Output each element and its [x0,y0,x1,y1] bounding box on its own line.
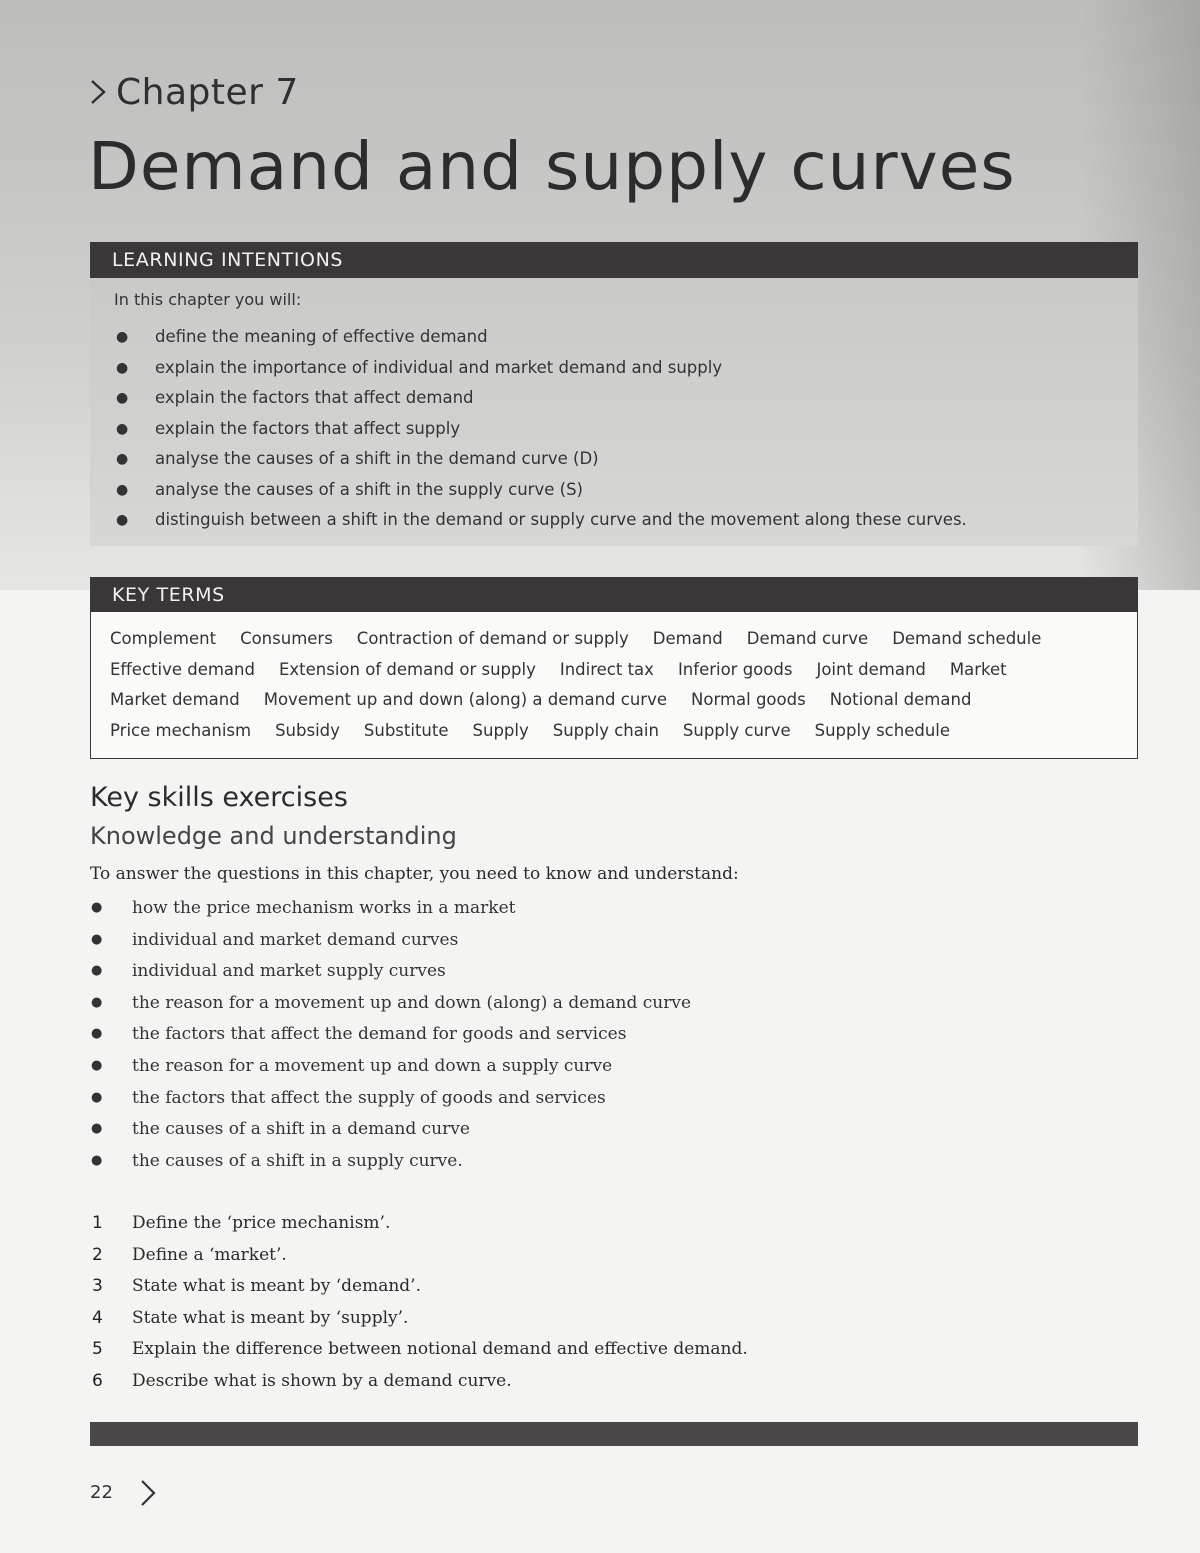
key-skill-item-text: the reason for a movement up and down a supply curve [132,1055,613,1076]
question-text: Define the ‘price mechanism’. [132,1213,391,1233]
section-heading: Key skills exercises [90,782,348,813]
key-term: Demand schedule [892,629,1042,648]
key-term: Substitute [363,720,449,740]
learning-intention-item [114,414,967,445]
bullet-icon: ● [116,420,129,437]
key-terms-row [110,655,1065,686]
bullet-icon: ● [116,481,129,498]
bullet-icon: ● [91,1121,103,1137]
key-skill-item-text: the factors that affect the supply of goods and services [132,1087,606,1108]
question-number: 6 [92,1370,103,1391]
key-terms-heading: KEY TERMS [90,577,1138,613]
learning-intention-item-text: explain the factors that affect supply [155,418,461,438]
key-term: Movement up and down (along) a demand curve [263,690,668,710]
question-text: Describe what is shown by a demand curve. [132,1370,512,1391]
key-term: Normal goods [691,690,806,710]
learning-intention-item-text: analyse the causes of a shift in the demand curve (D) [155,449,599,468]
key-skill-item [90,1050,691,1082]
key-terms-row [110,624,1065,655]
learning-intentions-intro: In this chapter you will: [114,290,302,309]
bullet-icon: ● [91,931,103,947]
question-list [90,1207,748,1397]
learning-intention-item-text: explain the importance of individual and market demand and supply [155,357,723,377]
key-skill-item [90,987,691,1019]
question-number: 1 [92,1213,103,1233]
learning-intention-item-text: analyse the causes of a shift in the supply curve (S) [155,479,583,499]
key-skill-item-text: the reason for a movement up and down (along) a demand curve [132,992,692,1013]
key-term: Supply schedule [814,720,951,740]
learning-intention-item-text: explain the factors that affect demand [155,388,474,407]
chapter-title: Demand and supply curves [88,128,1016,205]
key-term: Contraction of demand or supply [356,629,629,648]
key-term: Subsidy [275,720,340,740]
question-text: State what is meant by ‘demand’. [132,1276,421,1297]
question-item [90,1270,748,1302]
key-skills-list [90,892,691,1176]
chevron-right-icon [138,1478,158,1508]
question-number: 4 [92,1307,103,1328]
key-term: Market [949,659,1007,679]
bullet-icon: ● [91,900,103,915]
chapter-label-text: Chapter 7 [116,72,299,113]
bullet-icon: ● [116,390,129,406]
key-term: Price mechanism [110,720,252,740]
question-item [90,1333,748,1365]
key-term: Indirect tax [559,659,654,679]
key-terms-row [110,685,1065,716]
key-term: Demand curve [746,629,869,648]
bullet-icon: ● [116,512,129,528]
key-term: Notional demand [829,690,972,710]
bullet-icon: ● [91,994,103,1010]
section-subheading: Knowledge and understanding [90,822,457,850]
key-skill-item [90,1145,691,1177]
page-number: 22 [90,1482,113,1503]
bullet-icon: ● [91,1089,103,1105]
key-skill-item-text: the causes of a shift in a supply curve. [132,1150,463,1171]
learning-intention-item-text: distinguish between a shift in the demand or supply curve and the movement along these curves. [155,510,967,529]
key-term: Joint demand [816,659,926,679]
learning-intentions-heading: LEARNING INTENTIONS [90,242,1138,278]
learning-intention-item [114,444,967,475]
key-skill-item-text: individual and market demand curves [132,929,459,950]
key-skill-item [90,1018,691,1050]
key-term: Inferior goods [677,659,793,679]
key-term: Demand [652,629,723,648]
bullet-icon: ● [91,1152,103,1168]
learning-intentions-list [114,322,967,536]
key-skill-item [90,1113,691,1145]
question-text: State what is meant by ‘supply’. [132,1307,409,1328]
key-term: Supply curve [682,720,791,740]
question-item [90,1207,748,1239]
key-skills-intro: To answer the questions in this chapter, you need to know and understand: [90,864,739,884]
learning-intention-item [114,475,967,506]
chevron-right-icon [88,77,108,107]
question-number: 2 [92,1244,103,1265]
key-skill-item [90,924,691,956]
bullet-icon: ● [91,1057,103,1073]
learning-intention-item [114,322,967,353]
key-term: Effective demand [110,659,255,679]
key-term: Supply [472,720,529,740]
key-skill-item-text: the causes of a shift in a demand curve [132,1119,470,1140]
bullet-icon: ● [116,451,129,467]
question-text: Explain the difference between notional demand and effective demand. [132,1339,748,1360]
bullet-icon: ● [91,963,103,979]
learning-intention-item [114,383,967,414]
question-number: 3 [92,1276,103,1297]
key-term: Market demand [110,690,240,710]
key-skill-item-text: the factors that affect the demand for goods and services [132,1024,627,1045]
key-terms-row [110,716,1065,747]
learning-intention-item-text: define the meaning of effective demand [155,327,488,346]
chapter-label [88,72,299,113]
bullet-icon: ● [91,1026,103,1042]
key-skill-item [90,955,691,987]
key-terms-list [110,624,1065,746]
key-skill-item-text: individual and market supply curves [132,961,446,982]
question-item [90,1239,748,1271]
learning-intention-item [114,353,967,384]
key-term: Supply chain [552,720,659,740]
key-skill-item [90,892,691,924]
bullet-icon: ● [116,329,129,345]
question-item [90,1365,748,1397]
key-term: Consumers [240,629,333,648]
key-term: Extension of demand or supply [278,659,536,679]
key-term: Complement [110,629,217,648]
question-number: 5 [92,1339,103,1360]
key-skill-item-text: how the price mechanism works in a market [132,898,516,918]
question-text: Define a ‘market’. [132,1244,287,1265]
footer-bar [90,1422,1138,1446]
key-skill-item [90,1082,691,1114]
question-item [90,1302,748,1334]
bullet-icon: ● [116,359,129,376]
learning-intention-item [114,505,967,536]
